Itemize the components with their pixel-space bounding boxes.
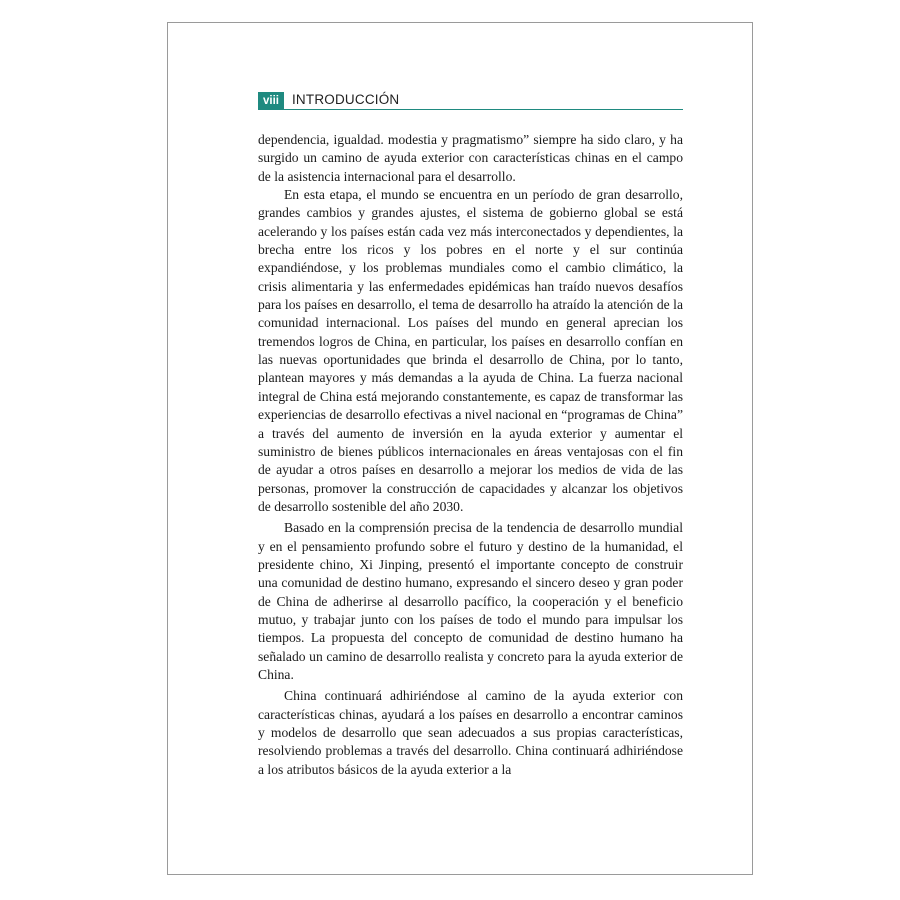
book-page xyxy=(167,22,753,875)
paragraph-continued: dependencia, igualdad. modestia y pragmatismo” siempre ha sido claro, y ha surgido un camino de ayuda exterior con características chinas en el campo de la asistencia internacional para el desarrollo. xyxy=(258,132,683,184)
chapter-title: INTRODUCCIÓN xyxy=(291,92,400,107)
paragraph: En esta etapa, el mundo se encuentra en un período de gran desarrollo, grandes cambios y grandes ajustes, el sistema de gobierno global se está acelerando y los países están cada vez más interconectados y dependientes, la brecha entre los ricos y los pobres en el norte y el sur continúa expandiéndose, y los problemas mundiales como el cambio climático, la crisis alimentaria y las enfermedades epidémicas han traído nuevos desafíos para los países en desarrollo, el tema de desarrollo ha atraído la atención de la comunidad internacional. Los países del mundo en general aprecian los tremendos logros de China, en particular, los países en desarrollo confían en las nuevas oportunidades que brinda el desarrollo de China, por lo tanto, plantean mayores y más demandas a la ayuda de China. La fuerza nacional integral de China está mejorando constantemente, es capaz de transformar las experiencias de desarrollo efectivas a nivel nacional en “programas de China” a través del aumento de inversión en la ayuda exterior y aumentar el suministro de bienes públicos internacionales en áreas ventajosas con el fin de ayudar a otros países en desarrollo a mejorar los medios de vida de las personas, promover la construcción de capacidades y alcanzar los objetivos de desarrollo sostenible del año 2030. xyxy=(258,187,683,514)
body-text xyxy=(258,131,683,779)
paragraph: Basado en la comprensión precisa de la tendencia de desarrollo mundial y en el pensamiento profundo sobre el futuro y destino de la humanidad, el presidente chino, Xi Jinping, presentó el importante concepto de construir una comunidad de destino humano, expresando el sincero deseo y gran poder de China de adherirse al desarrollo pacífico, la cooperación y el beneficio mutuo, y trabajar junto con los países de todo el mundo para impulsar los tiempos. La propuesta del concepto de comunidad de destino humano ha señalado un camino de desarrollo realista y concreto para la ayuda exterior de China. xyxy=(258,520,683,682)
page-number-badge: viii xyxy=(258,92,284,110)
paragraph: China continuará adhiriéndose al camino de la ayuda exterior con características chinas, ayudará a los países en desarrollo a encontrar caminos y modelos de desarrollo que sean adecuados a sus propias características, resolviendo problemas a través del desarrollo. China continuará adhiriéndose a los atributos básicos de la ayuda exterior a la xyxy=(258,688,683,777)
running-header xyxy=(258,89,683,110)
